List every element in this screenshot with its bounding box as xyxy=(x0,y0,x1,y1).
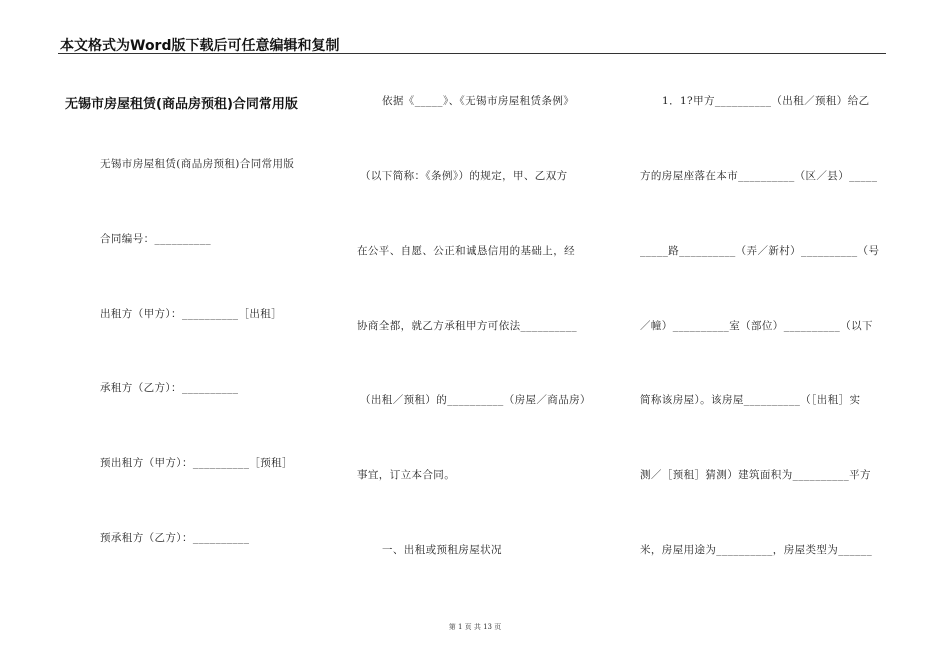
lessee-line: 承租方（乙方）：__________ xyxy=(100,382,239,394)
body-text-line: _____路__________（弄／新村）__________（号 xyxy=(640,245,880,257)
contract-number-line: 合同编号：__________ xyxy=(100,233,211,245)
banner-rule xyxy=(58,53,886,54)
body-text-line: 米，房屋用途为__________，房屋类型为______ xyxy=(640,544,873,556)
subtitle-line: 无锡市房屋租赁(商品房预租)合同常用版 xyxy=(100,158,295,170)
body-text-line: 方的房屋座落在本市__________（区／县）_____ xyxy=(640,170,878,182)
document-title: 无锡市房屋租赁(商品房预租)合同常用版 xyxy=(65,97,298,112)
body-text-line: 测／［预租］猜测）建筑面积为__________平方 xyxy=(640,469,871,481)
body-text-line: （以下简称：《条例》）的规定，甲、乙双方 xyxy=(360,170,568,182)
section-heading: 一、出租或预租房屋状况 xyxy=(382,544,502,556)
pre-lessee-line: 预承租方（乙方）：__________ xyxy=(100,532,250,544)
pre-lessor-line: 预出租方（甲方）：__________［预租］ xyxy=(100,457,293,469)
body-text-line: ／幢）__________室（部位）__________（以下 xyxy=(640,320,873,332)
page-number: 第 1 页 共 13 页 xyxy=(448,623,502,631)
body-text-line: 1．1?甲方__________（出租／预租）给乙 xyxy=(662,95,870,107)
body-text-line: （出租／预租）的__________（房屋／商品房） xyxy=(360,394,591,406)
document-banner: 本文格式为Word版下载后可任意编辑和复制 xyxy=(60,38,340,54)
body-text-line: 简称该房屋）。该房屋__________（［出租］实 xyxy=(640,394,861,406)
lessor-line: 出租方（甲方）：__________［出租］ xyxy=(100,308,283,320)
body-text-line: 依据《_____》、《无锡市房屋租赁条例》 xyxy=(382,95,575,107)
body-text-line: 事宜，订立本合同。 xyxy=(357,469,456,481)
body-text-line: 协商全都，就乙方承租甲方可依法__________ xyxy=(357,320,577,332)
body-text-line: 在公平、自愿、公正和诚恳信用的基础上，经 xyxy=(357,245,575,257)
